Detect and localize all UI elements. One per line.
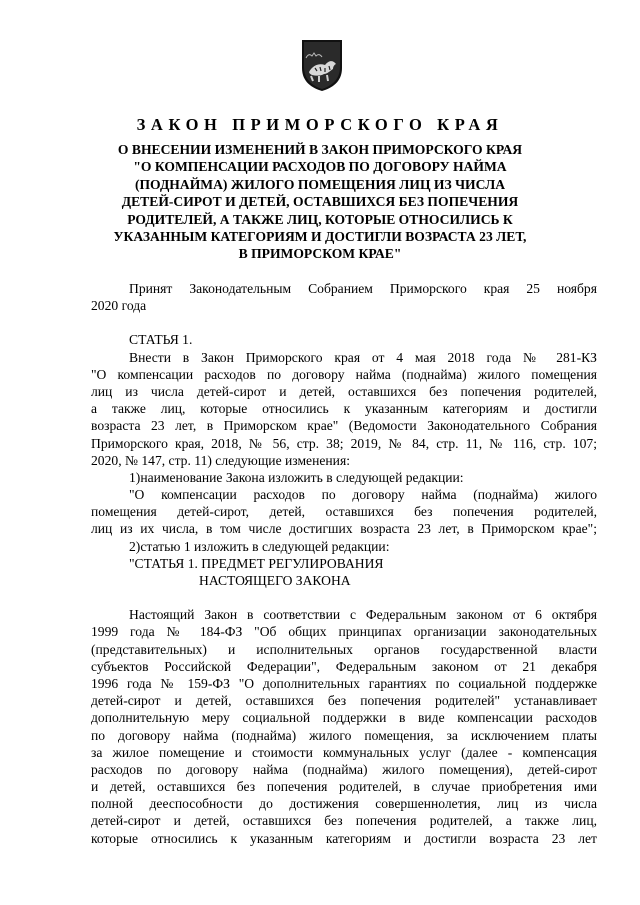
subtitle-line: ДЕТЕЙ-СИРОТ И ДЕТЕЙ, ОСТАВШИХСЯ БЕЗ ПОПЕЧЕНИЯ: [121, 194, 519, 210]
paragraph-line: и детей, оставшихся без попечения родителей, в случае приобретения ими: [91, 779, 597, 795]
item-line: 1)наименование Закона изложить в следующей редакции:: [129, 469, 464, 485]
new-article-heading: НАСТОЯЩЕГО ЗАКОНА: [199, 573, 351, 588]
paragraph-line: по договору найма (поднайма) жилого помещения, за исключением платы: [91, 727, 597, 743]
paragraph-line: Внести в Закон Приморского края от 4 мая 2018 года № 281-КЗ: [129, 349, 597, 365]
subtitle-line: РОДИТЕЛЕЙ, А ТАКЖЕ ЛИЦ, КОТОРЫЕ ОТНОСИЛИСЬ К: [127, 211, 513, 227]
item-line: лиц из их числа, в том числе достигших возраста 23 лет, в Приморском крае";: [91, 521, 597, 537]
paragraph-line: "О компенсации расходов по договору найма (поднайма) жилого помещения: [91, 366, 597, 382]
paragraph-line: которые относились к указанным категориям и достигли возраста 23 лет: [91, 830, 597, 846]
coat-of-arms-emblem: [300, 38, 344, 92]
paragraph-line: расходов по договору найма (поднайма) жилого помещения), детей-сирот: [91, 761, 597, 777]
paragraph-line: детей-сирот и детей, оставшихся без попечения родителей, а также лиц,: [91, 813, 597, 829]
paragraph-line: субъектов Российской Федерации", Федеральным законом от 21 декабря: [91, 658, 597, 674]
item-line: помещения детей-сирот, детей, оставшихся без попечения родителей,: [91, 504, 597, 520]
paragraph-line: дополнительную меру социальной поддержки в виде компенсации расходов: [91, 710, 597, 726]
subtitle-line: О ВНЕСЕНИИ ИЗМЕНЕНИЙ В ЗАКОН ПРИМОРСКОГО КРАЯ: [117, 142, 523, 157]
new-article-heading: "СТАТЬЯ 1. ПРЕДМЕТ РЕГУЛИРОВАНИЯ: [129, 555, 384, 571]
item-line: 2)статью 1 изложить в следующей редакции:: [129, 538, 390, 554]
adopted-line: Принят Законодательным Собранием Приморского края 25 ноября: [129, 281, 597, 296]
subtitle-line: "О КОМПЕНСАЦИИ РАСХОДОВ ПО ДОГОВОРУ НАЙМА: [133, 159, 507, 175]
article-heading: СТАТЬЯ 1.: [129, 332, 193, 348]
paragraph-line: 2020, № 147, стр. 11) следующие изменения:: [91, 452, 350, 468]
paragraph-line: Приморского края, 2018, № 56, стр. 38; 2019, № 84, стр. 11, № 116, стр. 107;: [91, 435, 597, 451]
paragraph-line: возраста 23 лет, в Приморском крае" (Ведомости Законодательного Собрания: [91, 418, 597, 434]
paragraph-line: а также лиц, которые относились к указанным категориям и достигли: [91, 401, 597, 417]
paragraph-line: лиц из числа детей-сирот и детей, оставшихся без попечения родителей,: [91, 383, 597, 399]
paragraph-line: детей-сирот и детей, оставшихся без попечения родителей" устанавливает: [91, 693, 597, 709]
paragraph-line: полной дееспособности до достижения совершеннолетия, лиц из числа: [91, 796, 597, 812]
subtitle-line: В ПРИМОРСКОМ КРАЕ": [238, 246, 402, 262]
subtitle-line: (ПОДНАЙМА) ЖИЛОГО ПОМЕЩЕНИЯ ЛИЦ ИЗ ЧИСЛА: [134, 176, 506, 192]
paragraph-line: за жилое помещение и стоимости коммунальных услуг (далее - компенсация: [91, 744, 597, 760]
adopted-line: 2020 года: [91, 298, 147, 314]
subtitle-line: УКАЗАННЫМ КАТЕГОРИЯМ И ДОСТИГЛИ ВОЗРАСТА 23 ЛЕТ,: [113, 229, 527, 245]
paragraph-line: (представительных) и исполнительных органов государственной власти: [91, 641, 597, 657]
law-subtitle: [88, 141, 552, 263]
paragraph-line: Настоящий Закон в соответствии с Федеральным законом от 6 октября: [129, 607, 597, 623]
item-line: "О компенсации расходов по договору найма (поднайма) жилого: [129, 487, 597, 503]
law-title: ЗАКОН ПРИМОРСКОГО КРАЯ: [136, 115, 504, 134]
law-body: [91, 280, 597, 847]
paragraph-line: 1996 года № 159-ФЗ "О дополнительных гарантиях по социальной поддержке: [91, 675, 597, 691]
paragraph-line: 1999 года № 184-ФЗ "Об общих принципах организации законодательных: [91, 624, 597, 640]
